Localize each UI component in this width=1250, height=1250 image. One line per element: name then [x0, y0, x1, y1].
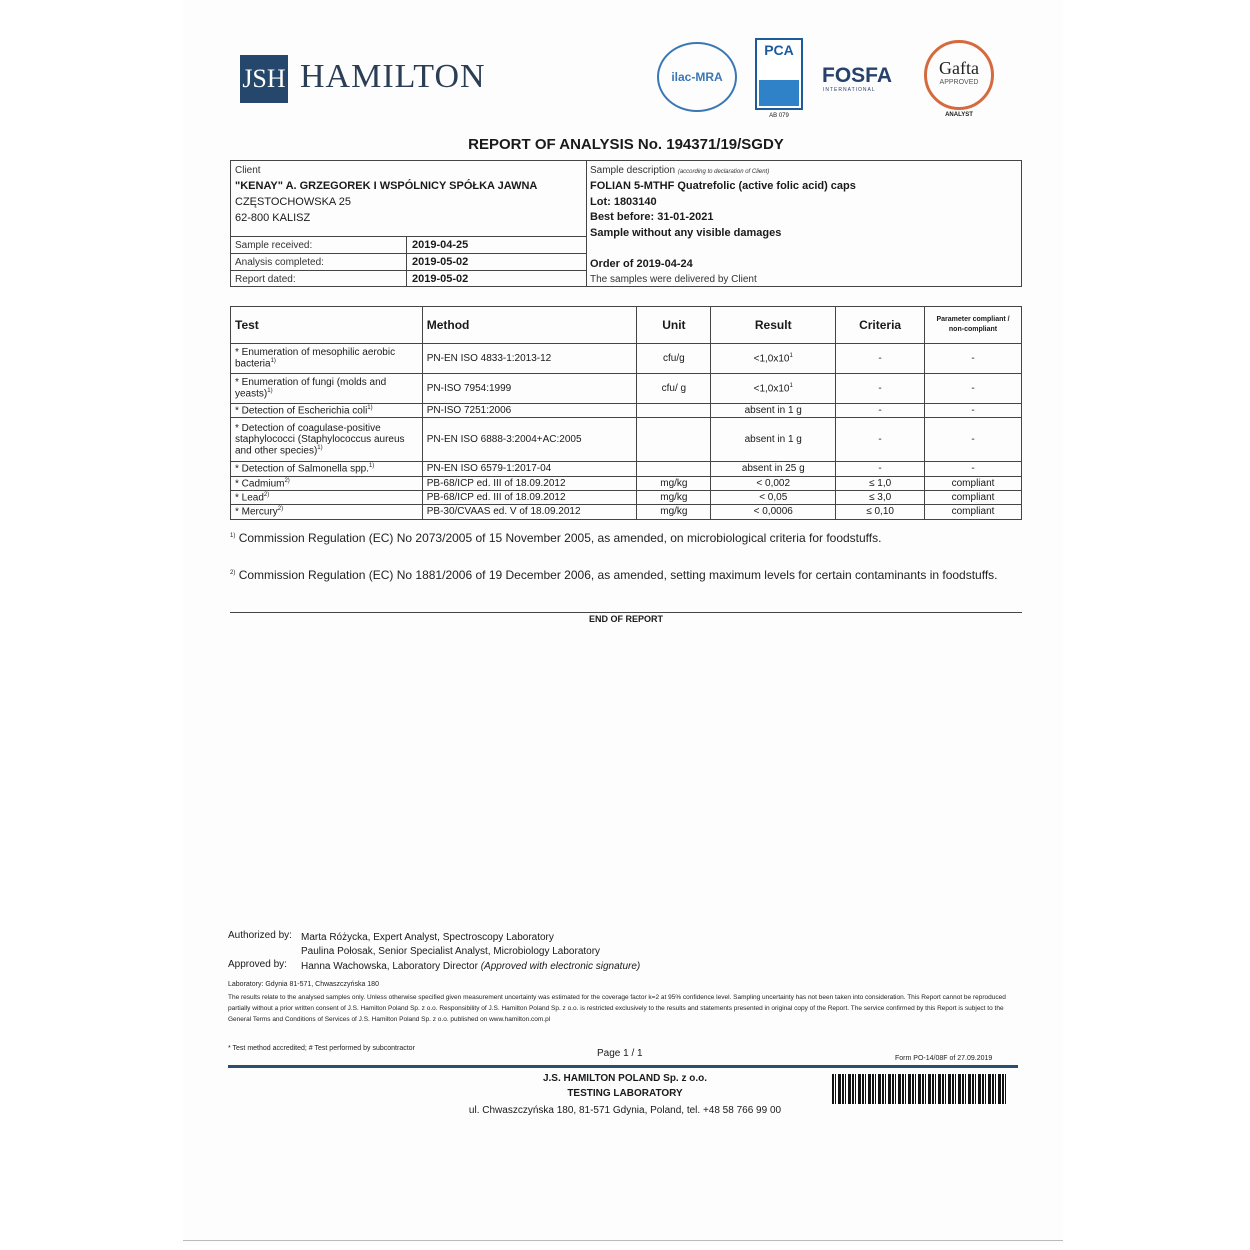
method-cell — [422, 418, 637, 462]
date-label-received: Sample received: — [235, 240, 313, 251]
report-title: REPORT OF ANALYSIS No. 194371/19/SGDY — [468, 136, 784, 153]
footnote-1-mark: 1) — [230, 533, 236, 539]
test-cell — [231, 418, 423, 462]
compliance-cell — [925, 418, 1022, 462]
col-compliance: Parameter compliant / non-compliant — [925, 307, 1022, 344]
test-footnote-mark: 1) — [267, 388, 273, 395]
ilac-mra-badge: ilac-MRA — [657, 42, 737, 112]
form-number: Form PO-14/08F of 27.09.2019 — [895, 1055, 993, 1062]
result-exponent: 1 — [789, 382, 793, 389]
fosfa-logo: FOSFA — [822, 64, 893, 87]
result-cell — [711, 490, 836, 504]
gafta-label: Gafta — [939, 58, 979, 78]
test-cell-text: * Enumeration of fungi (molds and yeasts) — [235, 377, 387, 400]
info-divider — [586, 160, 587, 287]
test-footnote-mark: 2) — [277, 506, 284, 513]
criteria-cell-text: ≤ 3,0 — [869, 492, 892, 504]
disclaimer: The results relate to the analysed samples only. Unless otherwise specified given measurement uncertainty was estimated for the coverage factor k=2 at 95% confidence level. Sampling uncertainty has not been taken into consideration. This Report cannot be reproduced partially without a prior written consent of J.S. Hamilton Poland Sp. z o.o. Responsibility of J.S. Hamilton Poland Sp. z o.o. is restricted exclusively to the results and statements presented in original copy of the Report. The service confirmed by this Report is subject to the General Terms and Conditions of Services of J.S. Hamilton Poland Sp. z o.o. published on www.hamilton.com.pl — [228, 994, 1006, 1023]
client-name: "KENAY" A. GRZEGOREK I WSPÓLNICY SPÓŁKA JAWNA — [235, 180, 538, 192]
method-cell-text: PN-EN ISO 6888-3:2004+AC:2005 — [426, 434, 582, 446]
end-rule — [230, 612, 1022, 613]
accreditation-note: * Test method accredited; # Test performed by subcontractor — [228, 1045, 415, 1052]
sample-label-note: (according to declaration of Client) — [677, 169, 770, 175]
criteria-cell — [836, 490, 925, 504]
result-cell-text: < 0,05 — [759, 492, 788, 504]
test-cell — [231, 404, 423, 418]
test-cell-text: * Detection of coagulase-positive staphylococci (Staphylococcus aureus and other species) — [235, 423, 405, 457]
criteria-cell-text: - — [878, 353, 882, 364]
result-cell-text: absent in 1 g — [744, 434, 802, 446]
criteria-cell-text: ≤ 0,10 — [866, 506, 894, 518]
footer-rule — [228, 1065, 1018, 1068]
approved-note: (Approved with electronic signature) — [480, 961, 641, 972]
gafta-sub: APPROVED — [939, 79, 979, 86]
end-of-report: END OF REPORT — [588, 614, 663, 624]
compliance-cell-text: compliant — [951, 506, 995, 518]
authorized-label: Authorized by: — [228, 930, 292, 941]
test-cell — [231, 344, 423, 374]
footnote-2-mark: 2) — [230, 570, 236, 576]
unit-cell — [637, 404, 711, 418]
unit-cell — [637, 418, 711, 462]
results-table — [230, 306, 1022, 520]
compliance-cell — [925, 490, 1022, 504]
table-row — [231, 404, 1022, 418]
hamilton-logo-text: HAMILTON — [300, 58, 486, 95]
test-footnote-mark: 1) — [368, 463, 375, 470]
criteria-cell-text: - — [878, 405, 882, 417]
criteria-cell-text: - — [878, 463, 882, 475]
result-cell — [711, 476, 836, 490]
sample-best-before: Best before: 31-01-2021 — [590, 211, 714, 223]
col-method: Method — [422, 307, 637, 344]
criteria-cell — [836, 505, 925, 519]
col-result: Result — [711, 307, 836, 344]
unit-cell — [637, 476, 711, 490]
sample-label — [590, 165, 769, 176]
method-cell-text: PB-68/ICP ed. III of 18.09.2012 — [426, 492, 566, 504]
table-row — [231, 418, 1022, 462]
compliance-cell — [925, 344, 1022, 374]
compliance-cell — [925, 476, 1022, 490]
result-cell — [711, 462, 836, 476]
result-cell — [711, 374, 836, 404]
client-label: Client — [235, 165, 261, 176]
compliance-cell-text: - — [971, 463, 975, 475]
result-cell-text: <1,0x10 — [753, 383, 790, 395]
footnote-1-text: Commission Regulation (EC) No 2073/2005 of 15 November 2005, as amended, on microbiological criteria for foodstuffs. — [238, 531, 882, 545]
unit-cell — [637, 462, 711, 476]
test-footnote-mark: 2) — [263, 491, 270, 498]
criteria-cell-text: - — [878, 383, 882, 394]
unit-cell — [637, 374, 711, 404]
test-footnote-mark: 1) — [317, 445, 323, 452]
method-cell-text: PN-ISO 7954:1999 — [426, 383, 512, 394]
company-address: ul. Chwaszczyńska 180, 81-571 Gdynia, Poland, tel. +48 58 766 99 00 — [468, 1105, 782, 1116]
date-value-report: 2019-05-02 — [412, 273, 469, 285]
result-exponent: 1 — [789, 352, 793, 359]
compliance-cell-text: - — [971, 383, 975, 394]
result-cell — [711, 505, 836, 519]
unit-cell-text: cfu/g — [663, 353, 685, 364]
compliance-cell-text: compliant — [951, 492, 995, 504]
footnote-1 — [230, 531, 1022, 545]
gafta-badge — [924, 40, 994, 110]
approved-name: Hanna Wachowska, Laboratory Director — [301, 961, 478, 972]
test-cell — [231, 476, 423, 490]
unit-cell-text: cfu/ g — [661, 383, 687, 394]
criteria-cell — [836, 476, 925, 490]
test-cell-text: * Mercury — [235, 506, 278, 518]
hamilton-logo-mark: JSH — [240, 55, 288, 103]
client-city: 62-800 KALISZ — [235, 212, 311, 224]
test-cell — [231, 505, 423, 519]
table-row — [231, 490, 1022, 504]
test-footnote-mark: 2) — [284, 477, 290, 484]
sample-order: Order of 2019-04-24 — [590, 258, 693, 270]
date-value-received: 2019-04-25 — [412, 239, 469, 251]
compliance-cell — [925, 505, 1022, 519]
unit-cell — [637, 344, 711, 374]
criteria-cell — [836, 374, 925, 404]
table-row — [231, 374, 1022, 404]
criteria-cell-text: ≤ 1,0 — [869, 477, 892, 489]
result-cell — [711, 418, 836, 462]
approved-person — [301, 961, 640, 972]
footnote-2 — [230, 566, 1000, 583]
test-cell-text: * Detection of Escherichia coli — [235, 405, 368, 417]
table-row — [231, 476, 1022, 490]
table-row — [231, 344, 1022, 374]
method-cell — [422, 476, 637, 490]
method-cell-text: PN-EN ISO 6579-1:2017-04 — [426, 463, 552, 475]
col-criteria: Criteria — [836, 307, 925, 344]
test-cell-text: * Enumeration of mesophilic aerobic bacteria — [235, 347, 396, 370]
pca-code: AB 079 — [769, 113, 789, 119]
criteria-cell-text: - — [878, 434, 882, 446]
unit-cell-text: mg/kg — [660, 506, 688, 518]
client-street: CZĘSTOCHOWSKA 25 — [235, 196, 351, 208]
date-label-completed: Analysis completed: — [235, 257, 324, 268]
sample-product: FOLIAN 5-MTHF Quatrefolic (active folic acid) caps — [590, 180, 856, 192]
test-footnote-mark: 1) — [270, 358, 276, 365]
sample-condition: Sample without any visible damages — [590, 227, 782, 239]
test-cell — [231, 374, 423, 404]
test-cell — [231, 490, 423, 504]
company-lab: TESTING LABORATORY — [567, 1088, 683, 1099]
compliance-cell-text: - — [971, 434, 975, 446]
result-cell-text: absent in 25 g — [741, 463, 805, 475]
fosfa-subtitle: INTERNATIONAL — [823, 87, 876, 93]
method-cell-text: PN-ISO 7251:2006 — [426, 405, 512, 417]
method-cell — [422, 462, 637, 476]
date-label-report: Report dated: — [235, 274, 296, 285]
criteria-cell — [836, 462, 925, 476]
unit-cell — [637, 490, 711, 504]
barcode-icon — [832, 1074, 1008, 1104]
result-cell — [711, 344, 836, 374]
result-cell-text: <1,0x10 — [753, 353, 790, 365]
authorized-person-2: Paulina Połosak, Senior Specialist Analyst, Microbiology Laboratory — [301, 946, 601, 957]
result-cell-text: < 0,0006 — [753, 506, 793, 518]
method-cell — [422, 490, 637, 504]
date-col-divider — [406, 236, 407, 287]
unit-cell — [637, 505, 711, 519]
laboratory-address: Laboratory: Gdynia 81-571, Chwaszczyńska 180 — [228, 981, 379, 988]
page-number: Page 1 / 1 — [597, 1048, 643, 1059]
results-body — [231, 344, 1022, 520]
criteria-cell — [836, 404, 925, 418]
footnote-2-text: Commission Regulation (EC) No 1881/2006 of 19 December 2006, as amended, setting maximum levels for certain contaminants in foodstuffs. — [238, 568, 998, 582]
criteria-cell — [836, 344, 925, 374]
result-cell — [711, 404, 836, 418]
compliance-cell-text: compliant — [951, 477, 995, 489]
pca-label: PCA — [764, 42, 794, 58]
unit-cell-text: mg/kg — [660, 477, 688, 489]
method-cell-text: PN-EN ISO 4833-1:2013-12 — [426, 353, 552, 364]
method-cell — [422, 505, 637, 519]
test-cell-text: * Detection of Salmonella spp. — [235, 463, 369, 475]
criteria-cell — [836, 418, 925, 462]
sample-lot: Lot: 1803140 — [590, 196, 657, 208]
compliance-cell — [925, 404, 1022, 418]
table-row — [231, 505, 1022, 519]
table-header-row — [231, 307, 1022, 344]
compliance-cell — [925, 462, 1022, 476]
method-cell — [422, 404, 637, 418]
compliance-cell-text: - — [971, 405, 975, 417]
unit-cell-text: mg/kg — [660, 492, 688, 504]
date-rule-1 — [230, 236, 586, 237]
pca-badge — [755, 38, 803, 110]
sample-delivery: The samples were delivered by Client — [590, 274, 757, 285]
col-test: Test — [231, 307, 423, 344]
page-bottom-edge — [183, 1240, 1063, 1241]
result-cell-text: absent in 1 g — [744, 405, 802, 417]
compliance-cell-text: - — [971, 353, 975, 364]
date-rule-2 — [230, 253, 586, 254]
test-cell-text: * Cadmium — [235, 477, 285, 489]
company-name: J.S. HAMILTON POLAND Sp. z o.o. — [542, 1073, 708, 1084]
pca-seal-icon — [759, 80, 799, 106]
method-cell-text: PB-68/ICP ed. III of 18.09.2012 — [426, 477, 566, 489]
compliance-cell — [925, 374, 1022, 404]
approved-label: Approved by: — [228, 959, 287, 970]
date-value-completed: 2019-05-02 — [412, 256, 469, 268]
test-cell-text: * Lead — [235, 492, 264, 504]
test-footnote-mark: 1) — [367, 405, 373, 411]
result-cell-text: < 0,002 — [756, 477, 791, 489]
authorized-person-1: Marta Różycka, Expert Analyst, Spectroscopy Laboratory — [301, 932, 554, 943]
method-cell — [422, 344, 637, 374]
date-rule-3 — [230, 270, 586, 271]
gafta-analyst: ANALYST — [945, 112, 973, 118]
test-cell — [231, 462, 423, 476]
sample-label-text: Sample description — [590, 165, 676, 176]
method-cell — [422, 374, 637, 404]
method-cell-text: PB-30/CVAAS ed. V of 18.09.2012 — [426, 506, 581, 518]
col-unit: Unit — [637, 307, 711, 344]
table-row — [231, 462, 1022, 476]
